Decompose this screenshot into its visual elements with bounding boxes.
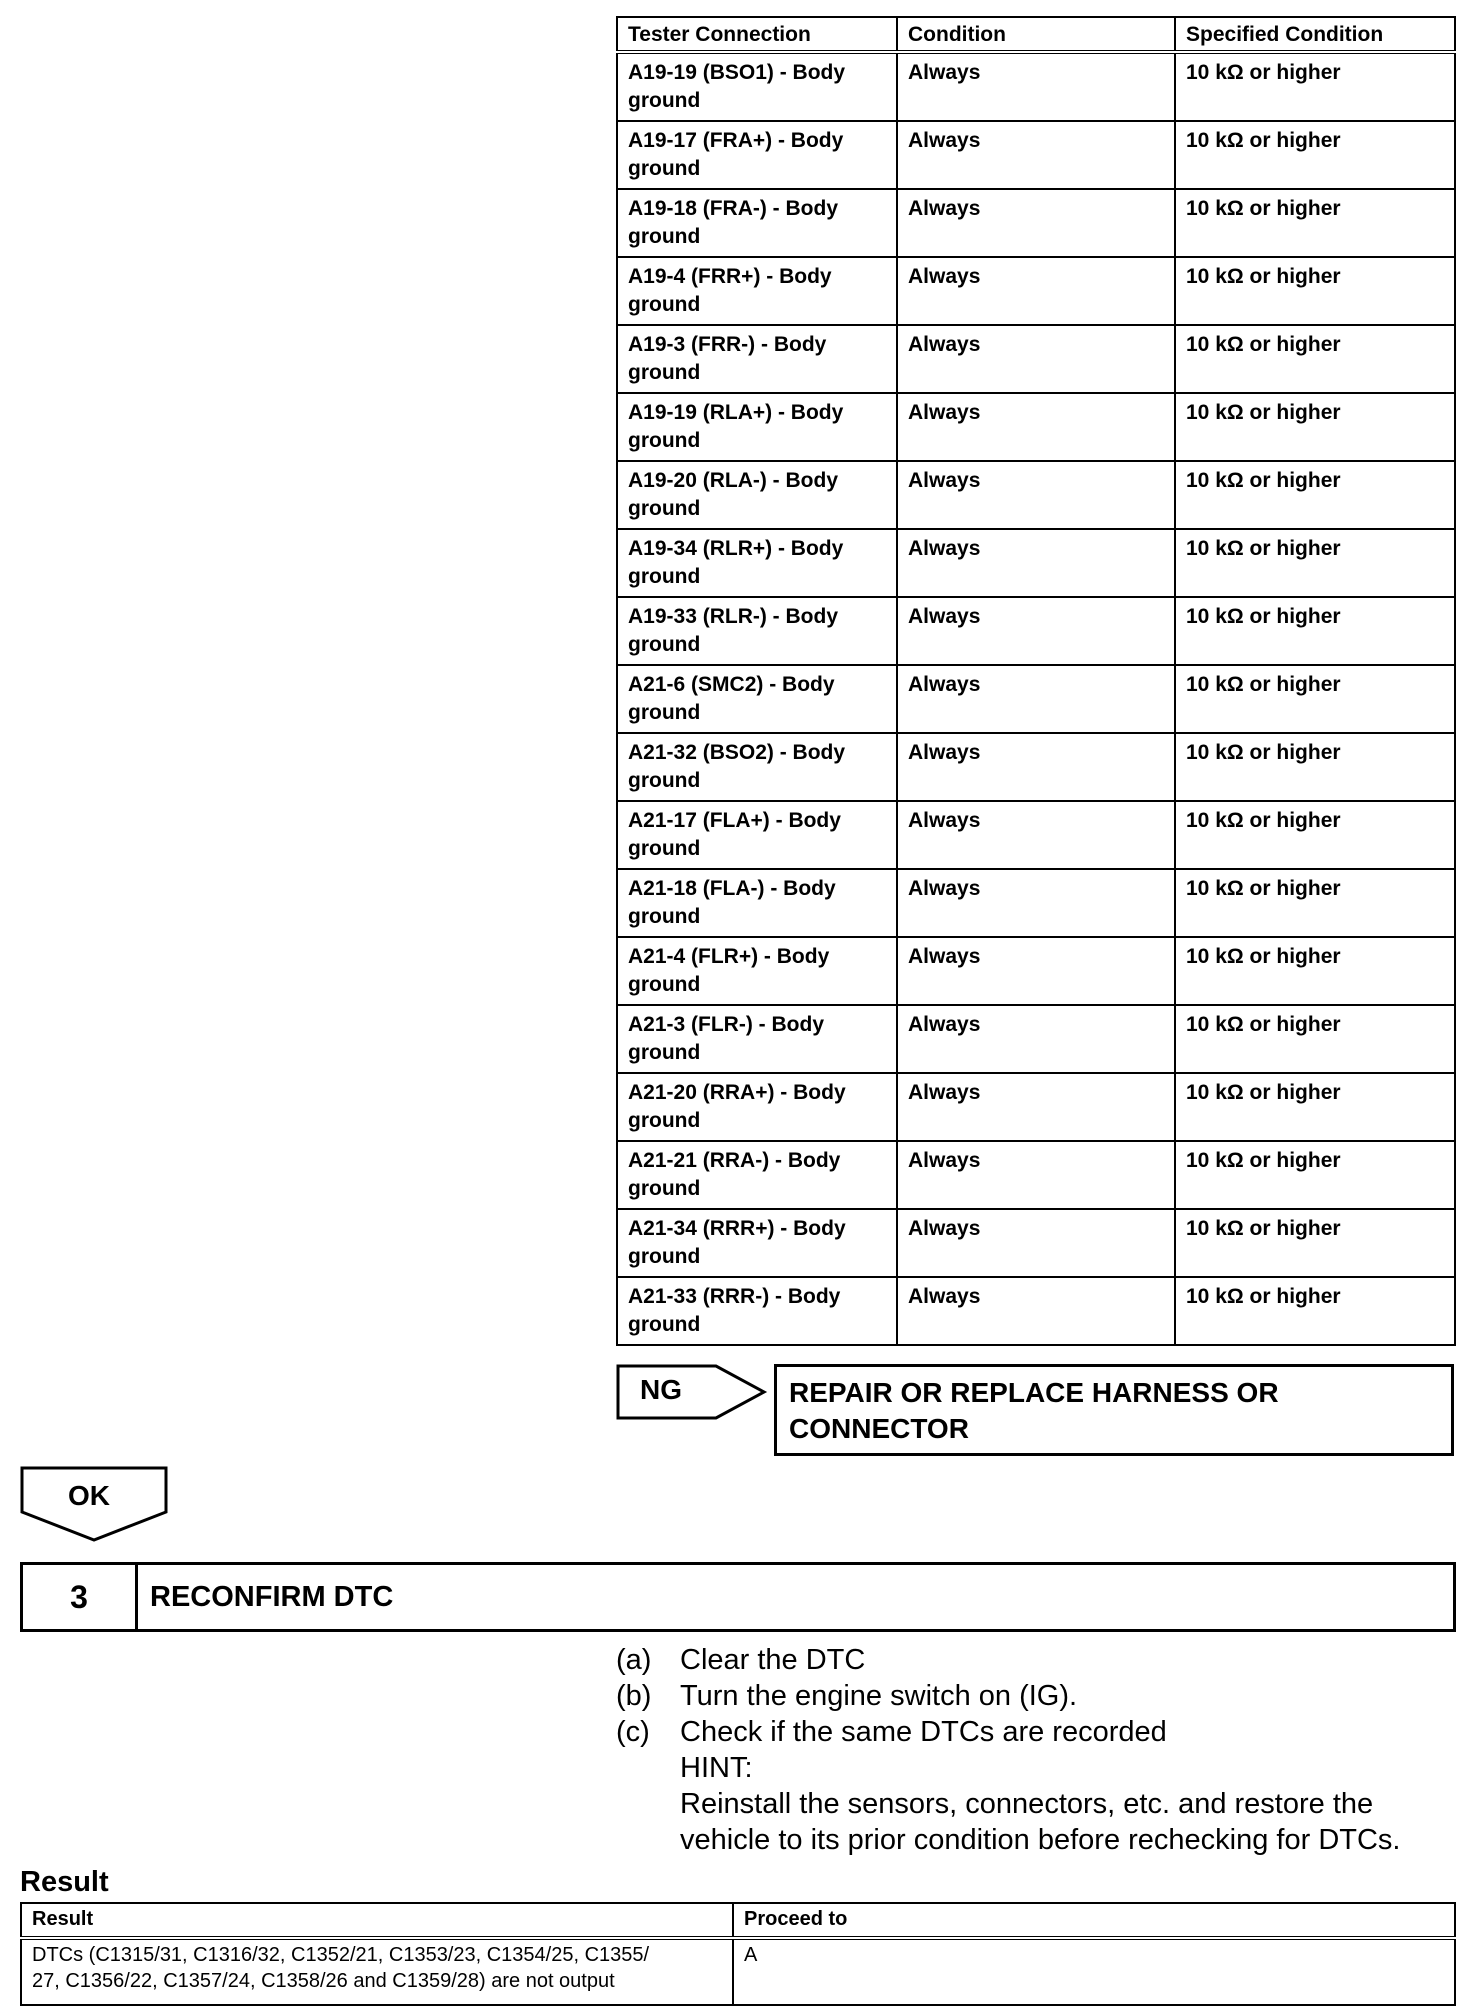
condition-cell: Always: [897, 529, 1175, 597]
connection-line: A19-4 (FRR+) - Body: [628, 265, 832, 288]
table-body: [617, 52, 1455, 1345]
table-row: [617, 1141, 1455, 1209]
procedure-text: Turn the engine switch on (IG).: [680, 1680, 1078, 1712]
table-row: [617, 189, 1455, 257]
connection-line: A21-17 (FLA+) - Body: [628, 809, 841, 832]
condition-cell: Always: [897, 52, 1175, 121]
specified-condition-cell: 10 kΩ or higher: [1175, 1209, 1455, 1277]
procedure-item: [616, 1642, 1456, 1678]
table-row: [617, 461, 1455, 529]
table-row: [617, 52, 1455, 121]
connection-line: A21-6 (SMC2) - Body: [628, 673, 835, 696]
tester-connection-cell: [617, 1209, 897, 1277]
connection-line: ground: [628, 565, 701, 588]
condition-cell: Always: [897, 733, 1175, 801]
procedure-item: [616, 1678, 1456, 1714]
resistance-spec-table: [616, 16, 1456, 1346]
connection-line: A19-17 (FRA+) - Body: [628, 129, 844, 152]
hint-text: Reinstall the sensors, connectors, etc. and restore the: [680, 1788, 1374, 1820]
header-result: Result: [21, 1903, 733, 1938]
connection-line: A19-33 (RLR-) - Body: [628, 605, 839, 628]
tester-connection-cell: [617, 1005, 897, 1073]
specified-condition-cell: 10 kΩ or higher: [1175, 189, 1455, 257]
condition-cell: Always: [897, 189, 1175, 257]
specified-condition-cell: 10 kΩ or higher: [1175, 325, 1455, 393]
condition-cell: Always: [897, 665, 1175, 733]
result-table: [20, 1902, 1456, 2006]
connection-line: A19-3 (FRR-) - Body: [628, 333, 827, 356]
table-row: [617, 393, 1455, 461]
connection-line: ground: [628, 633, 701, 656]
tester-connection-cell: [617, 529, 897, 597]
connection-line: ground: [628, 157, 701, 180]
result-text-line: 27, C1356/22, C1357/24, C1358/26 and C1359/28) are not output: [32, 1970, 615, 1992]
specified-condition-cell: 10 kΩ or higher: [1175, 121, 1455, 189]
condition-cell: Always: [897, 801, 1175, 869]
connection-line: ground: [628, 497, 701, 520]
specified-condition-cell: 10 kΩ or higher: [1175, 461, 1455, 529]
specified-condition-cell: 10 kΩ or higher: [1175, 937, 1455, 1005]
header-proceed-to: Proceed to: [733, 1903, 1455, 1938]
header-specified-condition: Specified Condition: [1175, 17, 1455, 52]
connection-line: ground: [628, 361, 701, 384]
specified-condition-cell: 10 kΩ or higher: [1175, 869, 1455, 937]
result-heading: Result: [20, 1866, 109, 1898]
condition-cell: Always: [897, 257, 1175, 325]
connection-line: ground: [628, 1109, 701, 1132]
result-text-line: DTCs (C1315/31, C1316/32, C1352/21, C1353/23, C1354/25, C1355/: [32, 1944, 650, 1966]
hint-text: vehicle to its prior condition before rechecking for DTCs.: [680, 1824, 1401, 1856]
connection-line: ground: [628, 293, 701, 316]
tester-connection-cell: [617, 189, 897, 257]
specified-condition-cell: 10 kΩ or higher: [1175, 801, 1455, 869]
tester-connection-cell: [617, 52, 897, 121]
tester-connection-cell: [617, 869, 897, 937]
ng-arrow-icon: [616, 1364, 768, 1420]
condition-cell: Always: [897, 937, 1175, 1005]
tester-connection-cell: [617, 1073, 897, 1141]
step-header: [20, 1562, 1456, 1632]
connection-line: ground: [628, 837, 701, 860]
header-condition: Condition: [897, 17, 1175, 52]
table-header-row: [617, 17, 1455, 52]
condition-cell: Always: [897, 1073, 1175, 1141]
connection-line: A19-20 (RLA-) - Body: [628, 469, 839, 492]
table-row: [617, 1073, 1455, 1141]
tester-connection-cell: [617, 665, 897, 733]
specified-condition-cell: 10 kΩ or higher: [1175, 1005, 1455, 1073]
tester-connection-cell: [617, 325, 897, 393]
condition-cell: Always: [897, 597, 1175, 665]
condition-cell: Always: [897, 1209, 1175, 1277]
procedure-steps: [616, 1642, 1456, 1858]
hint-label: HINT:: [680, 1752, 753, 1784]
tester-connection-cell: [617, 257, 897, 325]
procedure-letter: (b): [616, 1680, 652, 1712]
ng-action-line: CONNECTOR: [789, 1413, 969, 1444]
procedure-text: Clear the DTC: [680, 1644, 866, 1676]
table-row: [617, 597, 1455, 665]
condition-cell: Always: [897, 1141, 1175, 1209]
connection-line: A21-32 (BSO2) - Body: [628, 741, 846, 764]
procedure-letter: (a): [616, 1644, 652, 1676]
connection-line: ground: [628, 905, 701, 928]
condition-cell: Always: [897, 461, 1175, 529]
condition-cell: Always: [897, 869, 1175, 937]
result-cell: [21, 1938, 733, 2005]
connection-line: A21-33 (RRR-) - Body: [628, 1285, 841, 1308]
connection-line: A21-3 (FLR-) - Body: [628, 1013, 824, 1036]
connection-line: A21-4 (FLR+) - Body: [628, 945, 830, 968]
specified-condition-cell: 10 kΩ or higher: [1175, 1141, 1455, 1209]
connection-line: A21-21 (RRA-) - Body: [628, 1149, 841, 1172]
table-row: [21, 1938, 1455, 2005]
specified-condition-cell: 10 kΩ or higher: [1175, 529, 1455, 597]
table-row: [617, 665, 1455, 733]
connection-line: ground: [628, 1177, 701, 1200]
specified-condition-cell: 10 kΩ or higher: [1175, 665, 1455, 733]
table-row: [617, 325, 1455, 393]
connection-line: A21-34 (RRR+) - Body: [628, 1217, 846, 1240]
tester-connection-cell: [617, 733, 897, 801]
tester-connection-cell: [617, 937, 897, 1005]
connection-line: ground: [628, 89, 701, 112]
connection-line: A19-34 (RLR+) - Body: [628, 537, 844, 560]
tester-connection-cell: [617, 801, 897, 869]
table-row: [617, 1277, 1455, 1345]
condition-cell: Always: [897, 1277, 1175, 1345]
connection-line: ground: [628, 429, 701, 452]
connection-line: ground: [628, 225, 701, 248]
tester-connection-cell: [617, 1277, 897, 1345]
condition-cell: Always: [897, 1005, 1175, 1073]
connection-line: ground: [628, 1245, 701, 1268]
connection-line: A19-18 (FRA-) - Body: [628, 197, 839, 220]
procedure-item: [616, 1714, 1456, 1750]
table-row: [617, 121, 1455, 189]
condition-cell: Always: [897, 121, 1175, 189]
specified-condition-cell: 10 kΩ or higher: [1175, 597, 1455, 665]
tester-connection-cell: [617, 597, 897, 665]
specified-condition-cell: 10 kΩ or higher: [1175, 733, 1455, 801]
specified-condition-cell: 10 kΩ or higher: [1175, 1073, 1455, 1141]
step-number: 3: [23, 1565, 138, 1629]
connection-line: A19-19 (RLA+) - Body: [628, 401, 844, 424]
tester-connection-cell: [617, 121, 897, 189]
ng-action-line: REPAIR OR REPLACE HARNESS OR: [789, 1377, 1279, 1408]
table-row: [617, 1209, 1455, 1277]
procedure-letter: (c): [616, 1716, 650, 1748]
table-row: [617, 1005, 1455, 1073]
specified-condition-cell: 10 kΩ or higher: [1175, 393, 1455, 461]
result-header-row: [21, 1903, 1455, 1938]
ng-action-box: [774, 1364, 1454, 1456]
connection-line: ground: [628, 701, 701, 724]
condition-cell: Always: [897, 325, 1175, 393]
specified-condition-cell: 10 kΩ or higher: [1175, 52, 1455, 121]
ok-label: OK: [68, 1480, 110, 1511]
condition-cell: Always: [897, 393, 1175, 461]
specified-condition-cell: 10 kΩ or higher: [1175, 257, 1455, 325]
tester-connection-cell: [617, 393, 897, 461]
specified-condition-cell: 10 kΩ or higher: [1175, 1277, 1455, 1345]
connection-line: A19-19 (BSO1) - Body: [628, 61, 846, 84]
connection-line: ground: [628, 1041, 701, 1064]
connection-line: ground: [628, 1313, 701, 1336]
proceed-cell: A: [733, 1938, 1455, 2005]
table-row: [617, 801, 1455, 869]
table-row: [617, 733, 1455, 801]
header-tester-connection: Tester Connection: [617, 17, 897, 52]
connection-line: A21-18 (FLA-) - Body: [628, 877, 836, 900]
connection-line: A21-20 (RRA+) - Body: [628, 1081, 846, 1104]
step-title: RECONFIRM DTC: [150, 1580, 394, 1613]
table-row: [617, 257, 1455, 325]
connection-line: ground: [628, 973, 701, 996]
ng-label: NG: [640, 1374, 682, 1405]
table-row: [617, 529, 1455, 597]
tester-connection-cell: [617, 461, 897, 529]
tester-connection-cell: [617, 1141, 897, 1209]
procedure-text: Check if the same DTCs are recorded: [680, 1716, 1167, 1748]
connection-line: ground: [628, 769, 701, 792]
table-row: [617, 869, 1455, 937]
table-row: [617, 937, 1455, 1005]
